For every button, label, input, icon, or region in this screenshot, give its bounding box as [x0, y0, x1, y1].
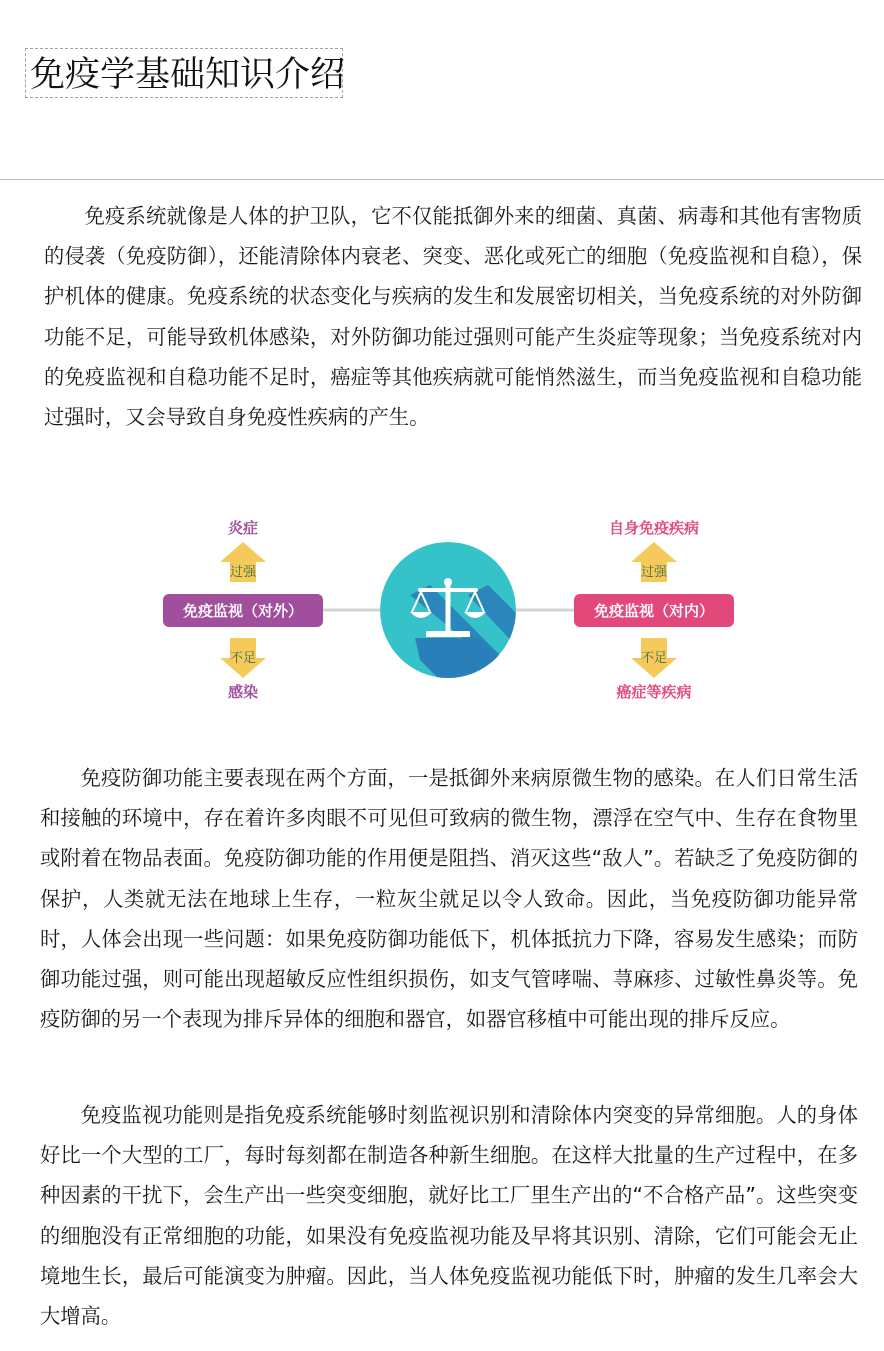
right-down-result: 癌症等疾病: [616, 683, 692, 701]
right-node-label: 免疫监视（对内）: [593, 602, 715, 620]
left-up-result: 炎症: [227, 519, 259, 537]
right-up-arrow-label: 过强: [640, 565, 668, 580]
defense-paragraph: 免疫防御功能主要表现在两个方面，一是抵御外来病原微生物的感染。在人们日常生活和接触的环境中，存在着许多肉眼不可见但可致病的微生物，漂浮在空气中、生存在食物里或附着在物品表面。免疫防御功能的作用便是阻挡、消灭这些“敌人”。若缺乏了免疫防御的保护，人类就无法在地球上生存，一粒灰尘就足以令人致命。因此，当免疫防御功能异常时，人体会出现一些问题：如果免疫防御功能低下，机体抵抗力下降，容易发生感染；而防御功能过强，则可能出现超敏反应性组织损伤，如支气管哮喘、荨麻疹、过敏性鼻炎等。免疫防御的另一个表现为排斥异体的细胞和器官，如器官移植中可能出现的排斥反应。: [40, 766, 858, 1032]
left-down-result: 感染: [227, 683, 259, 701]
surveillance-paragraph: 免疫监视功能则是指免疫系统能够时刻监视识别和清除体内突变的异常细胞。人的身体好比一个大型的工厂，每时每刻都在制造各种新生细胞。在这样大批量的生产过程中，在多种因素的干扰下，会生产出一些突变细胞，就好比工厂里生产出的“不合格产品”。这些突变的细胞没有正常细胞的功能，如果没有免疫监视功能及早将其识别、清除，它们可能会无止境地生长，最后可能演变为肿瘤。因此，当人体免疫监视功能低下时，肿瘤的发生几率会大大增高。: [40, 1103, 858, 1329]
left-node-label: 免疫监视（对外）: [182, 602, 304, 620]
right-down-arrow-label: 不足: [640, 651, 668, 666]
page-title: 免疫学基础知识介绍: [30, 55, 346, 95]
left-down-arrow-label: 不足: [229, 651, 257, 666]
immune-balance-diagram: [0, 500, 884, 730]
divider: [0, 179, 884, 180]
left-up-arrow-label: 过强: [229, 565, 257, 580]
intro-paragraph: 免疫系统就像是人体的护卫队，它不仅能抵御外来的细菌、真菌、病毒和其他有害物质的侵袭（免疫防御），还能清除体内衰老、突变、恶化或死亡的细胞（免疫监视和自稳），保护机体的健康。免疫系统的状态变化与疾病的发生和发展密切相关，当免疫系统的对外防御功能不足，可能导致机体感染，对外防御功能过强则可能产生炎症等现象；当免疫系统对内的免疫监视和自稳功能不足时，癌症等其他疾病就可能悄然滋生，而当免疫监视和自稳功能过强时，又会导致自身免疫性疾病的产生。: [44, 204, 862, 430]
right-up-result: 自身免疫疾病: [608, 519, 700, 537]
